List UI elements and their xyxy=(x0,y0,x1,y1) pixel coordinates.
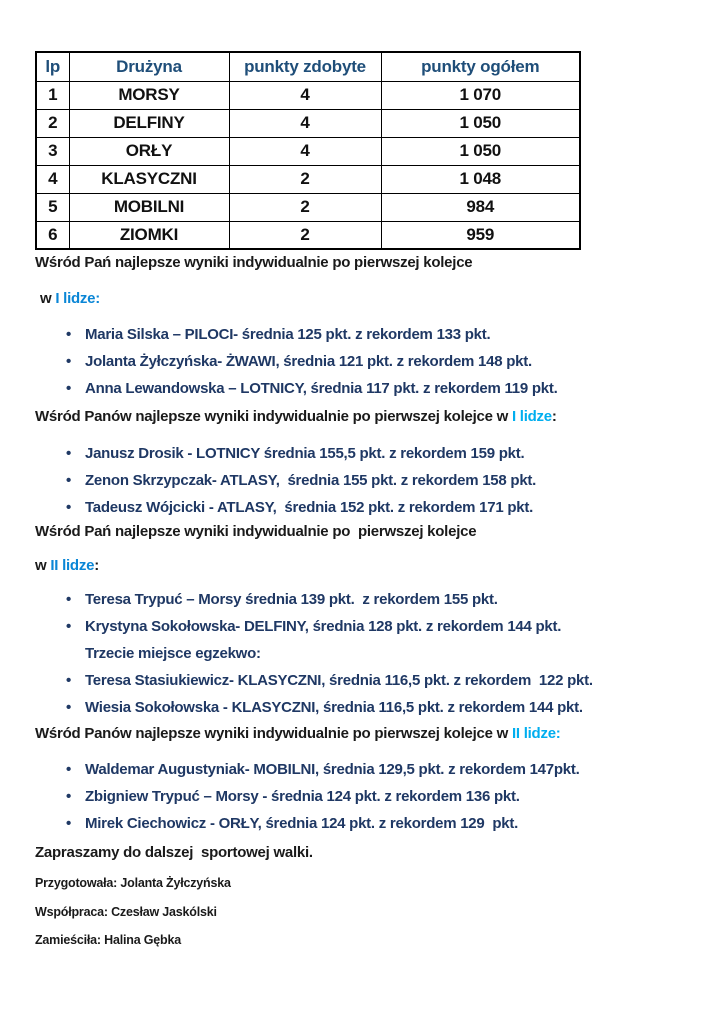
result-item xyxy=(66,375,700,402)
heading-prefix: w xyxy=(40,290,56,307)
cell-points-total: 1 050 xyxy=(381,137,580,165)
bullet-marker: • xyxy=(66,788,72,805)
league-highlight: II lidze: xyxy=(511,725,561,742)
result-text: Waldemar Augustyniak- MOBILNI, średnia 129,5 pkt. z rekordem 147pkt. xyxy=(85,761,580,778)
section3-heading-line1: Wśród Pań najlepsze wyniki indywidualnie po pierwszej kolejce xyxy=(35,523,477,540)
bullet-marker: • xyxy=(66,761,72,778)
result-text: Tadeusz Wójcicki - ATLASY, średnia 152 pkt. z rekordem 171 pkt. xyxy=(85,499,534,516)
section3-results-list xyxy=(35,586,700,721)
col-header-points-won: punkty zdobyte xyxy=(229,52,381,81)
cell-points-total: 959 xyxy=(381,221,580,249)
bullet-marker: • xyxy=(66,326,72,343)
cell-rank: 6 xyxy=(36,221,69,249)
section1-heading-line1: Wśród Pań najlepsze wyniki indywidualnie po pierwszej kolejce xyxy=(35,254,473,271)
section4-results-list xyxy=(35,756,700,837)
bullet-marker: • xyxy=(66,499,72,516)
heading-prefix: Wśród Panów najlepsze wyniki indywidualnie po pierwszej kolejce w xyxy=(35,408,512,425)
bullet-marker: • xyxy=(66,672,72,689)
cell-points-total: 984 xyxy=(381,193,580,221)
cell-points-won: 4 xyxy=(229,109,381,137)
bullet-marker: • xyxy=(66,618,72,635)
result-text: Anna Lewandowska – LOTNICY, średnia 117 pkt. z rekordem 119 pkt. xyxy=(85,380,558,397)
credit-posted-by: Zamieściła: Halina Gębka xyxy=(35,933,181,947)
col-header-lp: lp xyxy=(36,52,69,81)
col-header-points-total: punkty ogółem xyxy=(381,52,580,81)
table-row xyxy=(36,137,580,165)
col-header-team: Drużyna xyxy=(69,52,229,81)
result-item xyxy=(66,467,700,494)
result-item xyxy=(66,440,700,467)
credit-cooperation: Współpraca: Czesław Jaskólski xyxy=(35,905,217,919)
cell-points-won: 2 xyxy=(229,165,381,193)
closing-line: Zapraszamy do dalszej sportowej walki. xyxy=(35,844,313,861)
cell-points-won: 2 xyxy=(229,193,381,221)
result-item xyxy=(66,756,700,783)
table-header-row xyxy=(36,52,580,81)
table-row xyxy=(36,221,580,249)
result-item xyxy=(66,783,700,810)
cell-points-total: 1 048 xyxy=(381,165,580,193)
result-text: Janusz Drosik - LOTNICY średnia 155,5 pkt. z rekordem 159 pkt. xyxy=(85,445,525,462)
result-text: Zbigniew Trypuć – Morsy - średnia 124 pkt. z rekordem 136 pkt. xyxy=(85,788,520,805)
section2-heading xyxy=(35,407,700,427)
result-text: Maria Silska – PILOCI- średnia 125 pkt. z rekordem 133 pkt. xyxy=(85,326,491,343)
bullet-marker: • xyxy=(66,380,72,397)
bullet-marker: • xyxy=(66,472,72,489)
section4-heading xyxy=(35,724,700,744)
result-item xyxy=(66,586,700,613)
cell-rank: 5 xyxy=(36,193,69,221)
heading-prefix: Wśród Panów najlepsze wyniki indywidualnie po pierwszej kolejce w xyxy=(35,725,512,742)
cell-points-won: 2 xyxy=(229,221,381,249)
result-item xyxy=(66,613,700,667)
result-text: Krystyna Sokołowska- DELFINY, średnia 128 pkt. z rekordem 144 pkt. xyxy=(85,618,562,635)
league-highlight: I lidze xyxy=(511,408,552,425)
league-highlight: II lidze xyxy=(50,557,95,574)
cell-points-total: 1 050 xyxy=(381,109,580,137)
result-text: Jolanta Żyłczyńska- ŻWAWI, średnia 121 pkt. z rekordem 148 pkt. xyxy=(85,353,532,370)
result-text: Wiesia Sokołowska - KLASYCZNI, średnia 116,5 pkt. z rekordem 144 pkt. xyxy=(85,699,583,716)
cell-points-total: 1 070 xyxy=(381,81,580,109)
cell-team: ZIOMKI xyxy=(69,221,229,249)
bullet-marker: • xyxy=(66,445,72,462)
table-row xyxy=(36,81,580,109)
result-item xyxy=(66,810,700,837)
heading-suffix: : xyxy=(94,557,99,574)
cell-rank: 3 xyxy=(36,137,69,165)
cell-points-won: 4 xyxy=(229,81,381,109)
section2-results-list xyxy=(35,440,700,521)
cell-points-won: 4 xyxy=(229,137,381,165)
result-text: Teresa Trypuć – Morsy średnia 139 pkt. z rekordem 155 pkt. xyxy=(85,591,498,608)
bullet-marker: • xyxy=(66,591,72,608)
table-row xyxy=(36,165,580,193)
league-highlight: I lidze: xyxy=(55,290,101,307)
result-text: Teresa Stasiukiewicz- KLASYCZNI, średnia 116,5 pkt. z rekordem 122 pkt. xyxy=(85,672,593,689)
heading-prefix: w xyxy=(35,557,51,574)
section1-results-list xyxy=(35,321,700,402)
result-item xyxy=(66,694,700,721)
cell-rank: 1 xyxy=(36,81,69,109)
bullet-marker: • xyxy=(66,353,72,370)
result-item xyxy=(66,667,700,694)
section3-heading-line2 xyxy=(35,556,700,576)
heading-suffix: : xyxy=(551,408,557,425)
table-row xyxy=(36,193,580,221)
standings-table xyxy=(35,51,581,250)
table-row xyxy=(36,109,580,137)
cell-team: DELFINY xyxy=(69,109,229,137)
cell-team: KLASYCZNI xyxy=(69,165,229,193)
cell-team: MOBILNI xyxy=(69,193,229,221)
cell-rank: 4 xyxy=(36,165,69,193)
result-item xyxy=(66,494,700,521)
cell-team: ORŁY xyxy=(69,137,229,165)
result-item xyxy=(66,321,700,348)
result-text: Mirek Ciechowicz - ORŁY, średnia 124 pkt. z rekordem 129 pkt. xyxy=(85,815,518,832)
section1-heading-line2 xyxy=(35,289,700,309)
credit-prepared-by: Przygotowała: Jolanta Żyłczyńska xyxy=(35,876,231,890)
result-continuation: Trzecie miejsce egzekwo: xyxy=(85,645,261,662)
bullet-marker: • xyxy=(66,815,72,832)
cell-rank: 2 xyxy=(36,109,69,137)
bullet-marker: • xyxy=(66,699,72,716)
result-text: Zenon Skrzypczak- ATLASY, średnia 155 pkt. z rekordem 158 pkt. xyxy=(85,472,537,489)
cell-team: MORSY xyxy=(69,81,229,109)
result-item xyxy=(66,348,700,375)
